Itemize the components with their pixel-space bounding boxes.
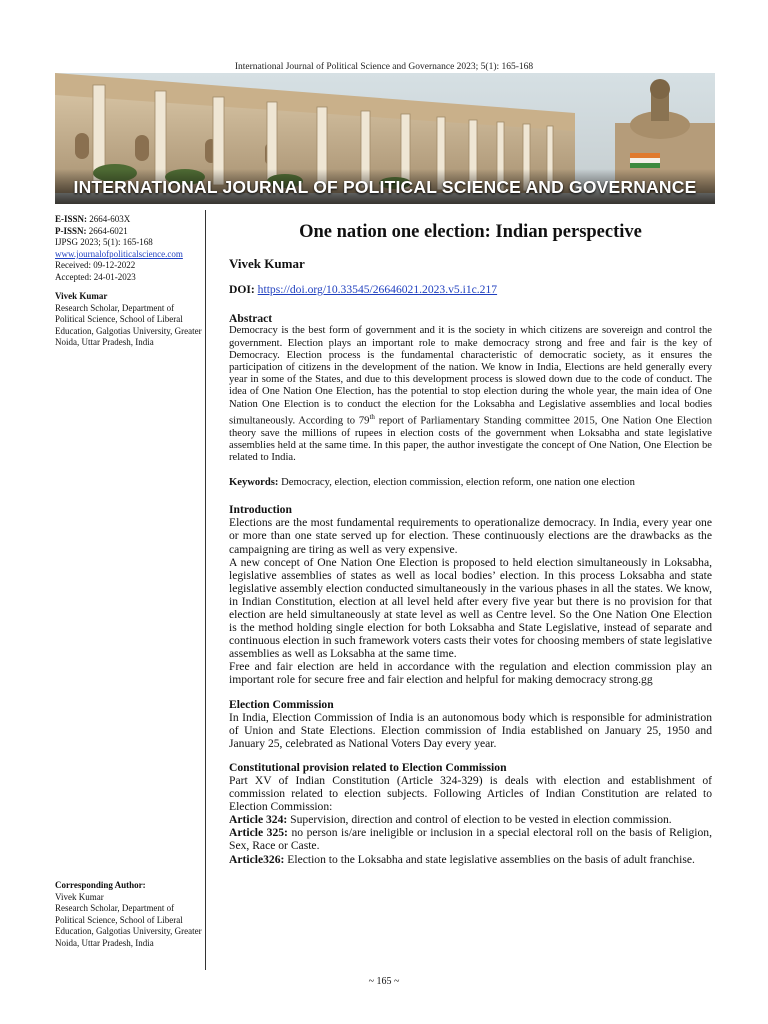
article-324: Article 324: Supervision, direction and control of election to be vested in election commission. <box>229 813 672 827</box>
article-title: One nation one election: Indian perspective <box>299 222 642 242</box>
corresponding-affiliation: Research Scholar, Department of Political Science, School of Liberal Education, Galgotias University, Greater Noida, Uttar Pradesh, India <box>55 903 202 948</box>
constitutional-provision-heading: Constitutional provision related to Election Commission <box>229 760 507 774</box>
article-326: Article326: Election to the Loksabha and state legislative assemblies on the basis of adult franchise. <box>229 852 695 866</box>
accepted-date: Accepted: 24-01-2023 <box>55 271 136 282</box>
eissn <box>55 214 205 226</box>
ijpsg-citation: IJPSG 2023; 5(1): 165-168 <box>55 237 153 247</box>
column-divider <box>205 210 206 970</box>
keywords <box>229 476 712 489</box>
eissn-value: 2664-603X <box>89 214 131 224</box>
doi-line <box>229 283 712 296</box>
page-number: ~ 165 ~ <box>368 976 400 987</box>
corresponding-author <box>55 880 205 949</box>
doi-link[interactable]: https://doi.org/10.33545/26646021.2023.v5.i1c.217 <box>257 283 498 297</box>
corresponding-name: Vivek Kumar <box>55 891 104 902</box>
intro-paragraph-2: A new concept of One Nation One Election is proposed to held election simultaneously in Loksabha, legislative assemblies of states as well as local bodies’ election. In this process Loksabha and state legislative assembly election conducted simultaneously in the various phases in all the states. We know, in Indian Constitution, election at all level held after every five year but there is no provision for that election are held simultaneously at state level as well as Centre level. So the One Nation One Election is the method holding single election for both Loksabha and State Legislative, instead of separate and continuous election in such framework voters casts their votes for choosing members of state legislative assemblies as well as Loksabha at the same time. <box>229 555 712 661</box>
election-commission-heading: Election Commission <box>229 697 334 711</box>
journal-website-link[interactable]: www.journalofpoliticalscience.com <box>55 248 183 259</box>
sidebar-author-name: Vivek Kumar <box>55 291 108 301</box>
sidebar-affiliation: Research Scholar, Department of Political Science, School of Liberal Education, Galgotias University, Greater Noida, Uttar Pradesh, India <box>55 302 202 347</box>
article-body <box>229 222 713 866</box>
constitutional-provision-paragraph: Part XV of Indian Constitution (Article 324-329) is deals with election and establishment of commission related to election subjects. Following Articles of Indian Constitution are related to Election Commission: <box>229 774 712 814</box>
keywords-label: Keywords: <box>229 477 279 489</box>
intro-paragraph-1: Elections are the most fundamental requirements to operationalize democracy. In India, every year one or more than one state served up for election. These continuously elections are the drawbacks as the campaigning are tiring as well as very expensive. <box>229 516 712 556</box>
pissn-label: P-ISSN: <box>55 225 87 236</box>
article-metadata-sidebar <box>55 214 205 349</box>
banner-title: INTERNATIONAL JOURNAL OF POLITICAL SCIENCE AND GOVERNANCE <box>73 177 697 197</box>
doi-label: DOI: <box>229 283 255 297</box>
abstract-heading: Abstract <box>229 312 273 326</box>
keywords-text: Democracy, election, election commission, election reform, one nation one election <box>278 477 635 489</box>
corresponding-label: Corresponding Author: <box>55 880 146 890</box>
abstract-text: Democracy is the best form of government and it is the society in which citizens are sovereign and control the government. Election plays an important role to make democracy strong and free and fair is the key of Democracy. Election process is the fundamental characteristic of democratic society, as it ensures the participation of citizens in the development of the nation. We know in India, Elections are held generally every year in some of the States, and due to this development process is slowed down due to the code of conduct. The idea of One Nation One Election, has the potential to stop election during the whole year, the main idea of One Nation One Election is to conduct the election for the Loksabha and Legislative assemblies and local bodies simultaneously. According to 79th report of Parliamentary Standing committee 2015, One Nation One Election theory save the millions of rupees in election costs of the government when Loksabha and state legislative assemblies held at the same time. In this paper, the author investigate the concept of One Nation, One Election be related to India. <box>229 325 713 463</box>
introduction-heading: Introduction <box>229 503 292 517</box>
pissn <box>55 226 205 238</box>
received-date: Received: 09-12-2022 <box>55 260 136 270</box>
intro-paragraph-3: Free and fair election are held in accordance with the regulation and election commission play an important role for secure free and fair election and helpful for making democracy strong.gg <box>229 660 712 687</box>
eissn-label: E-ISSN: <box>55 214 88 224</box>
running-head: International Journal of Political Science and Governance 2023; 5(1): 165-168 <box>234 62 534 72</box>
journal-banner <box>55 73 715 204</box>
article-325: Article 325: no person is/are ineligible or inclusion in a special electoral roll on the basis of Religion, Sex, Race or Caste. <box>229 826 713 853</box>
pissn-value: 2664-6021 <box>88 225 128 236</box>
election-commission-paragraph: In India, Election Commission of India is an autonomous body which is responsible for administration of Union and State Elections. Election commission of India established on January 25, 1950 and January 25, celebrated as National Voters Day every year. <box>229 710 712 750</box>
article-author: Vivek Kumar <box>229 256 305 272</box>
